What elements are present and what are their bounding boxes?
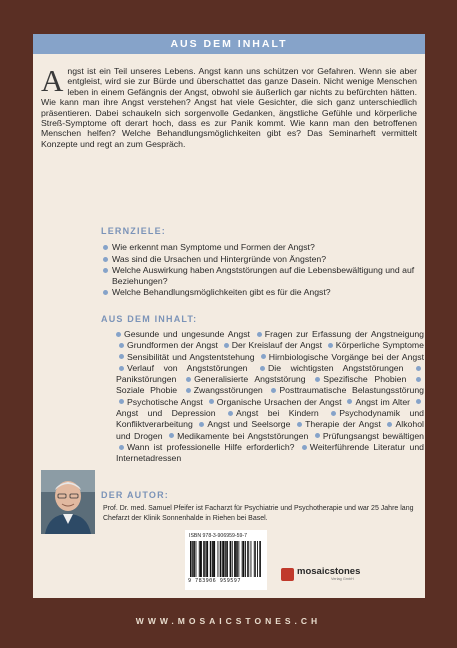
barcode-bar [243,541,245,577]
barcode-bar [259,541,261,577]
bullet-icon [209,399,214,404]
content-item: Posttraumatische Belastungsstörung [279,385,424,396]
publisher-logo-icon [281,568,294,581]
content-item: Angst bei Kindern [236,408,319,419]
barcode-bar [245,541,246,577]
barcode-bar [210,541,212,577]
goals-title: LERNZIELE: [101,226,166,236]
bullet-icon [119,399,124,404]
barcode-bar [248,541,249,577]
bullet-icon [331,411,336,416]
barcode-bar [212,541,213,577]
barcode-bar [218,541,219,577]
dropcap-letter: A [41,63,64,98]
content-item: Zwangsstörungen [193,385,263,396]
barcode-bar [203,541,205,577]
barcode-bar [230,541,232,577]
barcode-bar [225,541,226,577]
content-item: Angst im Alter [355,396,411,407]
barcode-bar [235,541,236,577]
content-item: Therapie der Angst [305,419,381,430]
content-item: Wann ist professionelle Hilfe erforderlich? [127,441,295,452]
bullet-icon [169,433,174,438]
bullet-icon [416,366,421,371]
content-item: Weiterführende Literatur und Internetadressen [116,441,424,464]
content-list [116,329,424,465]
barcode-bar [192,541,193,577]
isbn-barcode [185,530,267,590]
content-item: Alkohol und Drogen [116,419,424,441]
publisher-name: mosaicstones [297,566,361,577]
bullet-icon [116,332,121,337]
barcode-bar [214,541,215,577]
content-item: Angst und Seelsorge [207,419,291,430]
bullet-icon [119,354,124,359]
barcode-bar [238,541,239,577]
barcode-bar [255,541,256,577]
content-item: Sensibilität und Angstentstehung [127,351,255,362]
back-cover-panel [33,34,425,598]
bullet-icon [261,354,266,359]
content-item: Psychodynamik und Konfliktverarbeitung [116,408,424,430]
barcode-bar [207,541,209,577]
bullet-icon [347,399,352,404]
author-bio: Prof. Dr. med. Samuel Pfeifer ist Facharzt für Psychiatrie und Psychotherapie und war 25 Jahre lang Chefarzt der Klinik Sonnenhalde in Riehen bei Basel. [103,505,414,522]
bullet-icon [387,422,392,427]
content-item: Psychotische Angst [127,396,203,407]
publisher-url: WWW.MOSAICSTONES.CH [135,616,322,626]
content-item: Prüfungsangst bewältigen [322,430,425,441]
barcode-bar [199,541,200,577]
content-item: Angst und Depression [116,408,216,419]
bullet-icon [328,343,333,348]
barcode-bar [254,541,255,577]
author-photo [41,470,95,534]
bullet-icon [186,377,191,382]
bullet-icon [302,445,307,450]
bullet-icon [416,399,421,404]
bullet-icon [199,422,204,427]
bullet-icon [297,422,302,427]
goal-item: Welche Auswirkung haben Angststörungen auf die Lebensbewältigung und auf Beziehungen? [103,265,423,286]
barcode-bar [196,541,197,577]
bullet-icon [119,366,124,371]
author-title: DER AUTOR: [101,490,169,500]
barcode-bar [220,541,222,577]
goal-item: Was sind die Ursachen und Hintergründe von Ängsten? [103,254,423,265]
content-title: AUS DEM INHALT: [101,314,198,324]
content-item: Generalisierte Angststörung [194,374,306,385]
goal-item: Welche Behandlungsmöglichkeiten gibt es für die Angst? [103,287,423,298]
barcode-bar [201,541,202,577]
content-item: Die wichtigsten Angststörungen [268,362,404,373]
content-item: Verlauf von Angststörungen [127,362,248,373]
publisher-logo [281,564,365,584]
content-item: Medikamente bei Angststörungen [177,430,309,441]
bullet-icon [119,343,124,348]
content-item: Spezifische Phobien [323,374,407,385]
goals-list [103,242,423,299]
bullet-icon [224,343,229,348]
isbn-label: ISBN 978-3-906959-59-7 [189,533,247,539]
panel-header: AUS DEM INHALT [33,34,425,54]
content-item: Hirnbiologische Vorgänge bei der Angst [268,351,424,362]
bullet-icon [271,388,276,393]
content-item: Grundformen der Angst [127,340,218,351]
barcode-bar [257,541,258,577]
content-item: Soziale Phobie [116,385,178,396]
barcode-graphic [190,541,262,577]
publisher-subtitle: Verlag GmbH [331,577,354,581]
bullet-icon [315,377,320,382]
content-item: Fragen zur Erfassung der Angstneigung [264,329,424,339]
content-item: Der Kreislauf der Angst [231,340,323,351]
bullet-icon [228,411,233,416]
bullet-icon [257,332,262,337]
isbn-digits: 9 783906 959597 [188,578,241,584]
barcode-bar [226,541,228,577]
barcode-bar [193,541,195,577]
barcode-bar [222,541,223,577]
intro-paragraph [41,63,417,149]
bullet-icon [260,366,265,371]
barcode-bar [236,541,238,577]
bullet-icon [315,433,320,438]
barcode-bar [205,541,206,577]
bullet-icon [416,377,421,382]
barcode-bar [234,541,235,577]
content-item: Körperliche Symptome [335,340,424,351]
barcode-bar [242,541,243,577]
bullet-icon [186,388,191,393]
barcode-bar [232,541,233,577]
barcode-bar [190,541,192,577]
intro-text: ngst ist ein Teil unseres Lebens. Angst kann uns schützen vor Gefahren. Wenn sie aber entgleist, wird sie zur Bürde und überschattet das ganze Dasein. Nicht wenige Menschen leben in einem Gefängnis der Angst, obwohl sie äußerlich gar nichts zu befürchten hätten. Wie kann man ihre Angst verstehen? Angst hat viele Gesichter, die sich ganz unterschiedlich präsentieren. Dabei schaukeln sich sorgenvolle Gedanken, ängstliche Gefühle und körperliche Streß-Symptome oft derart hoch, dass es zur Panik kommt. Wie kann man den betroffenen Menschen helfen? Welche Behandlungsmöglichkeiten gibt es? Das Seminarheft vermittelt Konzepte und regt an zum Gespräch. [41,66,417,149]
bullet-icon [119,445,124,450]
barcode-bar [247,541,248,577]
barcode-bar [223,541,225,577]
content-item: Organische Ursachen der Angst [216,396,342,407]
goal-item: Wie erkennt man Symptome und Formen der Angst? [103,242,423,253]
barcode-bar [251,541,252,577]
content-item: Gesunde und ungesunde Angst [124,329,250,339]
content-item: Panikstörungen [116,374,177,385]
